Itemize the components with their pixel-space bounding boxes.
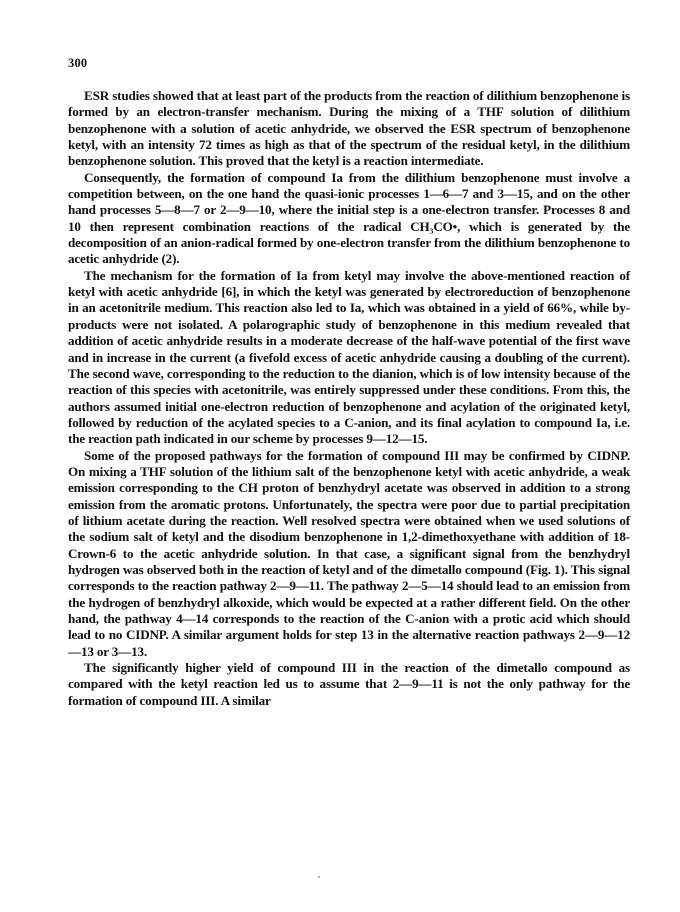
paragraph-mechanism: The mechanism for the formation of Ia from ketyl may involve the above-mentioned reaction of ketyl with acetic anhydride [6], in which the ketyl was generated by electroreduction of benzophenone in an acetonitrile medium. This reaction also led to Ia, which was obtained in a yield of 66%, while by-products were not isolated. A polarographic study of benzophenone in this medium revealed that addition of acetic anhydride results in a moderate decrease of the half-wave potential of the first wave and in increase in the current (a fivefold excess of acetic anhydride causing a doubling of the current). The second wave, corresponding to the reduction to the dianion, which is of low intensity because of the reaction of this species with acetonitrile, was entirely suppressed under these conditions. From this, the authors assumed initial one-electron reduction of benzophenone and acylation of the originated ketyl, followed by reduction of the acylated species to a C-anion, and its final acylation to compound Ia, i.e. the reaction path indicated in our scheme by processes 9—12—15. <box>68 267 630 447</box>
paragraph-higher-yield: The significantly higher yield of compound III in the reaction of the dimetallo compound as compared with the ketyl reaction led us to assume that 2—9—11 is not the only pathway for the formation of compound III. A similar <box>68 660 630 708</box>
paragraph-cidnp: Some of the proposed pathways for the formation of compound III may be confirmed by CIDNP. On mixing a THF solution of the lithium salt of the benzophenone ketyl with acetic anhydride, a weak emission corresponding to the CH proton of benzhydryl acetate was observed in addition to a strong emission from the aromatic protons. Unfortunately, the spectra were poor due to partial precipitation of lithium acetate during the reaction. Well resolved spectra were obtained when we used solutions of the sodium salt of ketyl and the disodium benzophenone in 1,2-dimethoxyethane with addition of 18-Crown-6 to the acetic anhydride solution. In that case, a significant signal from the benzhydryl hydrogen was observed both in the reaction of ketyl and of the dimetallo compound (Fig. 1). This signal corresponds to the reaction pathway 2—9—11. The pathway 2—5—14 should lead to an emission from the hydrogen of benzhydryl alkoxide, which would be expected at a rather different field. On the other hand, the pathway 4—14 corresponds to the reaction of the C-anion with a protic acid which should lead to no CIDNP. A similar argument holds for step 13 in the alternative reaction pathways 2—9—12—13 or 3—13. <box>68 447 630 659</box>
scan-speck <box>318 876 320 878</box>
page-number: 300 <box>68 56 88 70</box>
paragraph-esr-studies: ESR studies showed that at least part of the products from the reaction of dilithium benzophenone is formed by an electron-transfer mechanism. During the mixing of a THF solution of dilithium benzophenone with a solution of acetic anhydride, we observed the ESR spectrum of benzophenone ketyl, with an intensity 72 times as high as that of the spectrum of the residual ketyl, in the dilithium benzophenone solution. This proved that the ketyl is a reaction intermediate. <box>68 88 630 169</box>
paragraph-consequently: Consequently, the formation of compound Ia from the dilithium benzophenone must involve a competition between, on the one hand the quasi-ionic processes 1—6—7 and 3—15, and on the other hand processes 5—8—7 or 2—9—10, where the initial step is a one-electron transfer. Processes 8 and 10 then represent combination reactions of the radical CH₃CO•, which is generated by the decomposition of an anion-radical formed by one-electron transfer from the dilithium benzophenone to acetic anhydride (2). <box>68 169 630 267</box>
body-text <box>68 88 630 709</box>
